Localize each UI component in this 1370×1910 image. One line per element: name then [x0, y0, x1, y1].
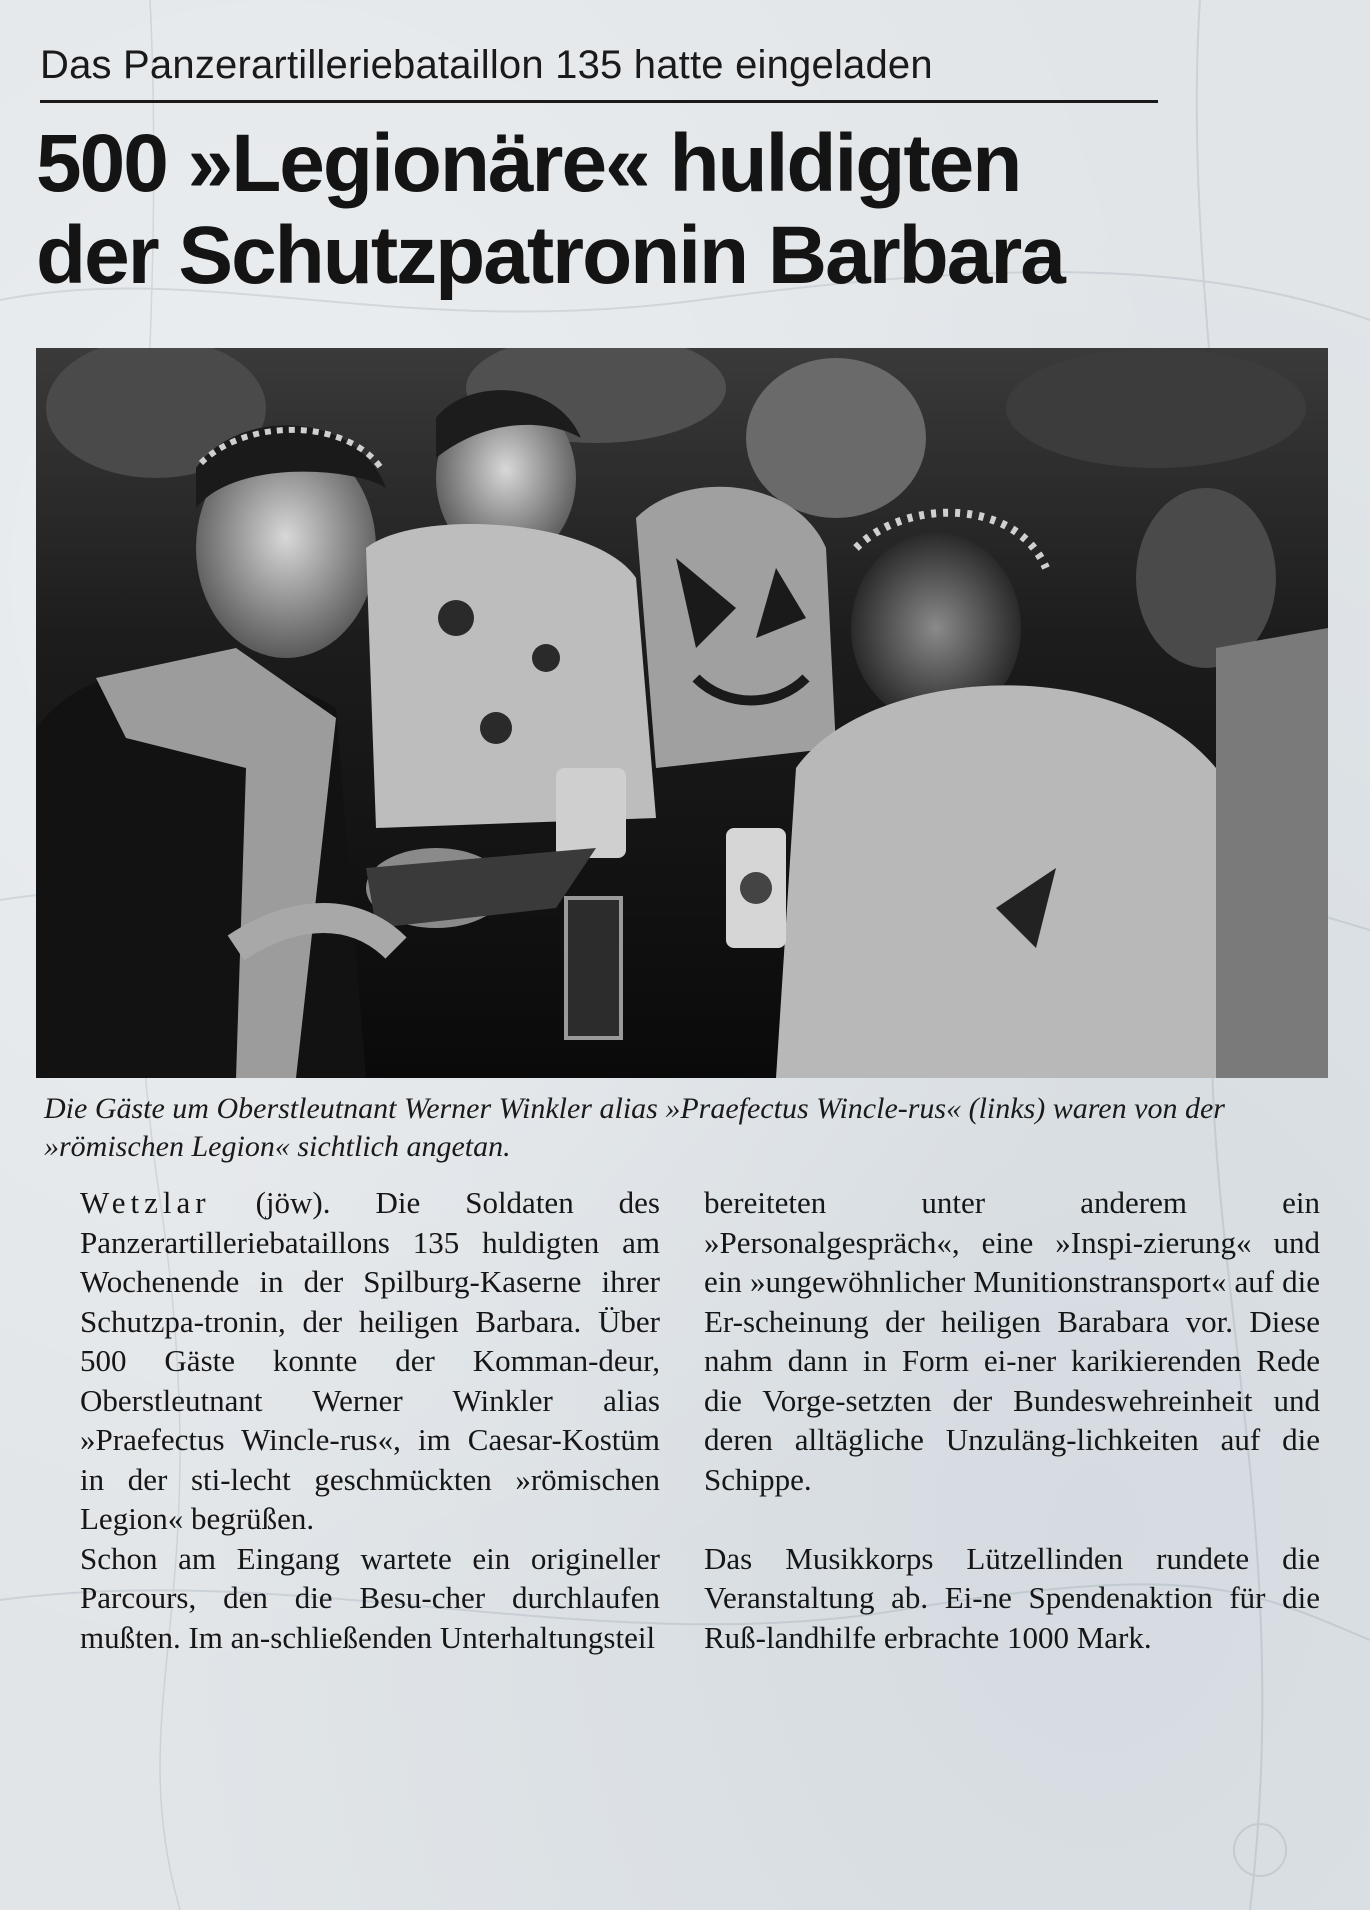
headline-line-2: der Schutzpatronin Barbara: [36, 210, 1064, 301]
article-photo: [36, 348, 1328, 1078]
article-headline: [36, 118, 1336, 302]
article-kicker: Das Panzerartilleriebataillon 135 hatte eingeladen: [40, 43, 933, 87]
article-paragraph: bereiteten unter anderem ein »Personalgespräch«, eine »Inspi-zierung« und ein »ungewöhnlicher Munitionstransport« auf die Er-scheinung der heiligen Barabara vor. Diese nahm dann in Form ei-ner karikierenden Rede die Vorge-setzten der Bundeswehreinheit und deren alltägliche Unzuläng-lichkeiten auf die Schippe.: [704, 1185, 1320, 1497]
photo-caption: Die Gäste um Oberstleutnant Werner Winkler alias »Praefectus Wincle-rus« (links) waren von der »römischen Legion« sichtlich angetan.: [44, 1092, 1225, 1163]
article-paragraph: Das Musikkorps Lützellinden rundete die Veranstaltung ab. Ei-ne Spendenaktion für die Ruß-landhilfe erbrachte 1000 Mark.: [704, 1540, 1320, 1655]
article-column-right: [704, 1183, 1320, 1657]
headline-line-1: 500 »Legionäre« huldigten: [36, 118, 1021, 209]
paragraph-text: (jöw). Die Soldaten des Panzerartilleriebataillons 135 huldigten am Wochenende in der Spilburg-Kaserne ihrer Schutzpa-tronin, der heiligen Barbara. Über 500 Gäste konnte der Komman-deur, Oberstleutnant Werner Winkler alias »Praefectus Wincle-rus«, im Caesar-Kostüm in der sti-lecht geschmückten »römischen Legion« begrüßen.: [80, 1185, 660, 1536]
article-column-left: [80, 1183, 660, 1657]
photo-scene: [36, 348, 1328, 1078]
article-paragraph: Schon am Eingang wartete ein origineller Parcours, den die Besu-cher durchlaufen mußten. Im an-schließenden Unterhaltungsteil: [80, 1540, 660, 1655]
kicker-underline: [40, 100, 1158, 103]
article-paragraph: [80, 1183, 660, 1539]
dateline: Wetzlar: [80, 1185, 211, 1220]
